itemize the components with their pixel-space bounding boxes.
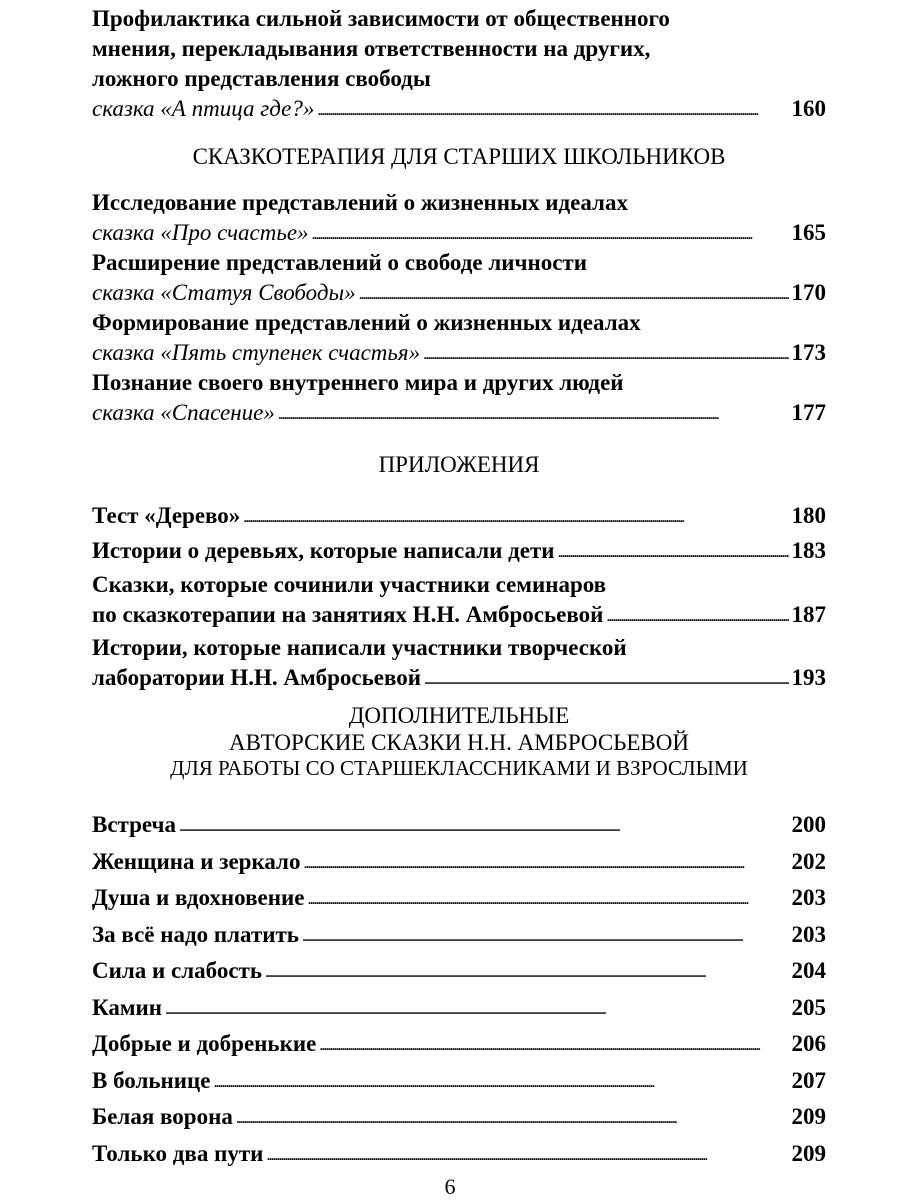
toc-entry — [92, 308, 826, 368]
entry-label: Белая ворона — [92, 1104, 233, 1129]
toc-row[interactable] — [92, 500, 826, 535]
toc-row[interactable] — [92, 918, 826, 955]
dot-leader — [236, 1099, 789, 1136]
page-number: 187 — [791, 602, 826, 627]
tale-label: сказка «А птица где?» — [92, 96, 315, 121]
page-number: 165 — [791, 220, 826, 245]
entry-title: Формирование представлений о жизненных идеалах — [92, 310, 641, 335]
page-number: 173 — [791, 340, 826, 365]
page-number: 204 — [791, 958, 826, 983]
section-heading-block — [92, 702, 826, 780]
entry-label: Встреча — [92, 812, 177, 837]
toc-row[interactable] — [92, 808, 826, 845]
dot-leader — [558, 534, 789, 569]
toc-row[interactable] — [92, 881, 826, 918]
page-number: 209 — [791, 1104, 826, 1129]
section-entries — [92, 500, 826, 696]
toc-entry — [92, 188, 826, 248]
entry-label: по сказкотерапии на занятиях Н.Н. Амбросьевой — [92, 602, 604, 627]
section-entries — [92, 808, 826, 1173]
section-heading: ДЛЯ РАБОТЫ СО СТАРШЕКЛАССНИКАМИ И ВЗРОСЛЫМИ — [170, 756, 748, 780]
section-heading: ДОПОЛНИТЕЛЬНЫЕ — [348, 703, 570, 728]
dot-leader — [302, 917, 789, 954]
dot-leader — [424, 662, 788, 695]
entry-title: Профилактика сильной зависимости от общественного — [92, 6, 670, 31]
tale-label: сказка «Про счастье» — [92, 220, 309, 245]
page-number: 200 — [791, 812, 826, 837]
entry-title: Истории, которые написали участники творческой — [92, 635, 627, 660]
dot-leader — [165, 990, 788, 1027]
dot-leader — [179, 807, 788, 844]
section-heading: ПРИЛОЖЕНИЯ — [378, 452, 540, 477]
toc-entry — [92, 4, 826, 127]
dot-leader — [319, 1026, 788, 1063]
toc-row[interactable] — [92, 94, 826, 127]
dot-leader — [214, 1063, 789, 1100]
page-footer-number: 6 — [444, 1174, 456, 1199]
page-number: 207 — [791, 1067, 826, 1093]
dot-leader — [266, 1136, 788, 1173]
entry-label: Душа и вдохновение — [92, 885, 305, 910]
entry-label: Сила и слабость — [92, 958, 262, 983]
dot-leader — [312, 217, 789, 250]
toc-row[interactable] — [92, 1100, 826, 1137]
dot-leader — [317, 93, 788, 126]
entry-title: Сказки, которые сочинили участники семинаров — [92, 572, 607, 597]
page-number: 209 — [791, 1140, 826, 1166]
page-number: 160 — [791, 96, 826, 121]
entry-title: Исследование представлений о жизненных идеалах — [92, 190, 628, 215]
tale-label: сказка «Статуя Свободы» — [92, 280, 356, 305]
toc-row[interactable] — [92, 1137, 826, 1174]
toc-row[interactable] — [92, 535, 826, 570]
tale-label: сказка «Спасение» — [92, 400, 275, 425]
dot-leader — [303, 844, 788, 881]
toc-row[interactable] — [92, 338, 826, 371]
entry-label: Истории о деревьях, которые написали дети — [92, 538, 555, 563]
toc-row[interactable] — [92, 845, 826, 882]
entry-title: Расширение представлений о свободе личности — [92, 250, 587, 275]
toc-row[interactable] — [92, 1064, 826, 1101]
toc-row[interactable] — [92, 991, 826, 1028]
tale-label: сказка «Пять ступенек счастья» — [92, 340, 421, 365]
page-number: 202 — [791, 848, 826, 874]
dot-leader — [265, 953, 789, 990]
page-number: 170 — [791, 280, 826, 305]
toc-row[interactable] — [92, 218, 826, 251]
entry-title: ложного представления свободы — [92, 66, 431, 91]
entry-label: Камин — [92, 994, 163, 1020]
dot-leader — [307, 880, 788, 917]
entry-label: Тест «Дерево» — [92, 503, 241, 528]
entry-label: В больнице — [92, 1067, 211, 1093]
page-number: 203 — [791, 921, 826, 947]
page-number: 203 — [791, 885, 826, 910]
section-heading: СКАЗКОТЕРАПИЯ ДЛЯ СТАРШИХ ШКОЛЬНИКОВ — [192, 144, 726, 169]
toc-row[interactable] — [92, 663, 826, 696]
page-number: 206 — [791, 1031, 826, 1056]
dot-leader — [423, 337, 788, 370]
entry-label: Добрые и добренькие — [92, 1031, 317, 1056]
toc-row[interactable] — [92, 954, 826, 991]
page-number: 193 — [791, 665, 826, 690]
page-number: 180 — [791, 503, 826, 528]
dot-leader — [606, 599, 788, 632]
page-number: 205 — [791, 994, 826, 1020]
toc-row[interactable] — [92, 600, 826, 633]
page-number: 183 — [791, 538, 826, 563]
entry-label: Женщина и зеркало — [92, 848, 301, 874]
toc-row[interactable] — [92, 1027, 826, 1064]
entry-title: Познание своего внутреннего мира и других людей — [92, 370, 624, 395]
toc-row[interactable] — [92, 398, 826, 431]
entry-label: лаборатории Н.Н. Амбросьевой — [92, 665, 422, 690]
entry-label: Только два пути — [92, 1140, 264, 1166]
toc-entry — [92, 248, 826, 308]
dot-leader — [243, 499, 788, 534]
entry-title: мнения, перекладывания ответственности на других, — [92, 36, 651, 61]
page-number: 177 — [791, 400, 826, 425]
section-entries — [92, 188, 826, 428]
dot-leader — [278, 397, 789, 430]
entry-label: За всё надо платить — [92, 921, 299, 947]
section-heading: АВТОРСКИЕ СКАЗКИ Н.Н. АМБРОСЬЕВОЙ — [229, 730, 689, 755]
toc-entry — [92, 368, 826, 428]
dot-leader — [359, 277, 789, 310]
toc-row[interactable] — [92, 278, 826, 311]
